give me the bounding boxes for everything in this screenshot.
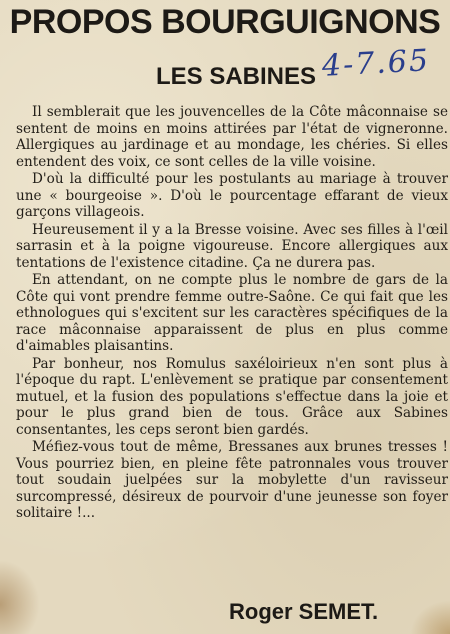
handwritten-date: 4-7.65	[321, 43, 431, 84]
article-paragraph: Par bonheur, nos Romulus saxéloirieux n'en sont plus à l'époque du rapt. L'enlèvement se pratique par consentement mutuel, et la fusion des populations s'effectue dans la joie et pour le plus grand bien de tous. Grâce aux Sabines consentantes, les ceps seront bien gardés.	[16, 355, 448, 438]
article-paragraph: Il semblerait que les jouvencelles de la Côte mâconnaise se sentent de moins en moins attirées par l'état de vigneronne. Allergiques au jardinage et au mondage, les chéries. Si elles entendent des voix, ce sont celles de la ville voisine.	[16, 104, 448, 170]
article-paragraph: Méfiez-vous tout de même, Bressanes aux brunes tresses ! Vous pourriez bien, en pleine fête patronnales vous trouver tout soudain juelpées sur la mobylette d'un ravisseur surcompressé, désireux de pourvoir d'une jeunesse son foyer solitaire !...	[16, 439, 448, 521]
paper-stain	[410, 600, 450, 634]
article-paragraph: Heureusement il y a la Bresse voisine. Avec ses filles à l'œil sarrasin et à la poigne vigoureuse. Encore allergiques aux tentations de l'existence citadine. Ça ne durera pas.	[16, 221, 448, 271]
article-body	[16, 104, 448, 523]
author-signature: Roger SEMET.	[229, 599, 379, 624]
article-paragraph: D'où la difficulté pour les postulants au mariage à trouver une « bourgeoise ». D'où le pourcentage effarant de vieux garçons villageois.	[16, 171, 448, 220]
article-paragraph: En attendant, on ne compte plus le nombre de gars de la Côte qui vont prendre femme outre-Saône. Ce qui fait que les ethnologues qui s'excitent sur les caractères spécifiques de la race mâconnaise apparaissent de plus en plus comme d'aimables plaisantins.	[16, 272, 448, 354]
column-title: PROPOS BOURGUIGNONS	[9, 3, 441, 41]
article-title: LES SABINES	[156, 63, 317, 90]
paper-stain	[0, 560, 40, 634]
